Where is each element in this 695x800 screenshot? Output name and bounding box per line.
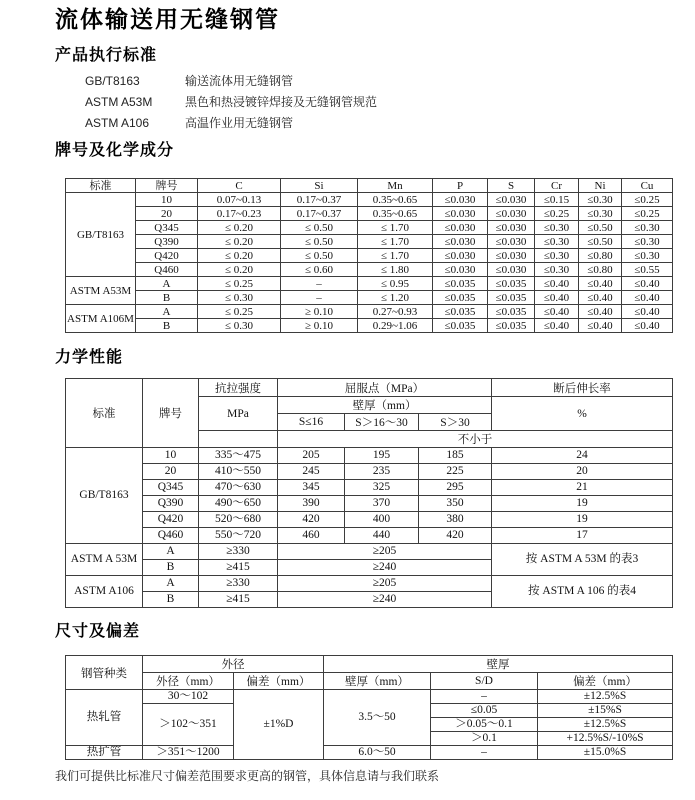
value-cell: ≤0.50 [579,221,622,235]
standard-item [85,92,377,113]
grade-cell: 20 [136,207,198,221]
column-header: 牌号 [136,179,198,193]
value-cell: ≤ 0.50 [281,221,358,235]
value-cell: ≤0.40 [535,291,579,305]
table-row [66,305,673,319]
value-cell: 295 [419,480,492,496]
value-cell: ≤0.50 [579,235,622,249]
column-header: 壁厚 [324,656,673,673]
value-cell: ≤0.80 [579,249,622,263]
value-cell: ≤0.035 [488,291,535,305]
value-cell: ≥240 [278,560,492,576]
standard-name-cell: GB/T8163 [66,448,143,544]
column-header: 标准 [66,379,143,448]
table-row [66,249,673,263]
table-row [66,277,673,291]
footer-note: 我们可提供比标准尺寸偏差范围要求更高的钢管，具体信息请与我们联系 [55,769,440,783]
table-header-row [66,379,673,397]
value-cell: ≤0.40 [622,319,673,333]
value-cell: ≤0.40 [579,277,622,291]
value-cell: ≤0.030 [433,235,488,249]
note-cell: 按 ASTM A 53M 的表3 [492,544,673,576]
value-cell: 24 [492,448,673,464]
pipe-kind-cell: 热扩管 [66,746,143,760]
value-cell: ≤0.80 [579,263,622,277]
value-cell: ≤ 0.25 [198,305,281,319]
value-cell: ≤0.030 [433,221,488,235]
value-cell: ≤0.030 [488,263,535,277]
value-cell: ≥330 [199,576,278,592]
value-cell: ≤0.030 [488,207,535,221]
value-cell: ≤0.035 [433,305,488,319]
grade-cell: B [136,291,198,305]
column-header: Cu [622,179,673,193]
grade-cell: Q420 [143,512,199,528]
column-header: % [492,397,673,431]
column-header: 标准 [66,179,136,193]
value-cell: ≥205 [278,544,492,560]
value-cell: ≤0.25 [622,193,673,207]
value-cell: ≤0.55 [622,263,673,277]
value-cell: 17 [492,528,673,544]
value-cell: ≥415 [199,560,278,576]
value-cell: 235 [345,464,419,480]
note-cell: 按 ASTM A 106 的表4 [492,576,673,608]
value-cell: ≤0.40 [622,277,673,291]
table-row [66,690,673,704]
value-cell: ≤ 1.80 [358,263,433,277]
value-cell: ≤0.25 [535,207,579,221]
value-cell: ＞102～351 [143,704,234,746]
table-row [66,207,673,221]
value-cell: ±1%D [234,690,324,760]
grade-cell: Q345 [136,221,198,235]
section-heading-dimensions: 尺寸及偏差 [55,623,141,640]
value-cell: 6.0～50 [324,746,431,760]
pipe-kind-cell: 热轧管 [66,690,143,746]
column-header: Mn [358,179,433,193]
value-cell: – [281,277,358,291]
standard-name-cell: ASTM A106 [66,576,143,608]
value-cell: ≤0.035 [433,319,488,333]
value-cell: ≤0.30 [535,249,579,263]
mechanical-properties-table [65,378,673,608]
grade-cell: Q345 [143,480,199,496]
table-row [66,544,673,560]
value-cell: ≤0.40 [622,305,673,319]
value-cell: ≤ 0.30 [198,319,281,333]
column-header: Si [281,179,358,193]
value-cell: ≤ 0.60 [281,263,358,277]
value-cell: ≤0.25 [622,207,673,221]
value-cell: ≤0.30 [535,235,579,249]
value-cell: 380 [419,512,492,528]
column-header: P [433,179,488,193]
table-header-row [66,656,673,673]
table-row [66,193,673,207]
value-cell: ≤0.30 [579,207,622,221]
dimensions-tolerances-table [65,655,673,760]
value-cell: ≤0.30 [535,263,579,277]
value-cell: 0.07~0.13 [198,193,281,207]
value-cell: 335～475 [199,448,278,464]
grade-cell: 10 [136,193,198,207]
table-row [66,746,673,760]
value-cell: ＞0.05～0.1 [431,718,538,732]
value-cell: ≤0.30 [622,249,673,263]
column-header: S [488,179,535,193]
value-cell: ≤0.035 [488,277,535,291]
value-cell: ≤0.030 [433,193,488,207]
value-cell: 30～102 [143,690,234,704]
value-cell: 550～720 [199,528,278,544]
value-cell: ≤ 1.70 [358,221,433,235]
value-cell: ≤ 0.50 [281,235,358,249]
value-cell: ≤ 0.20 [198,221,281,235]
grade-cell: B [143,592,199,608]
value-cell: ≤ 0.50 [281,249,358,263]
value-cell: 520～680 [199,512,278,528]
table-row [66,319,673,333]
grade-cell: Q390 [136,235,198,249]
value-cell: ±12.5%S [538,718,673,732]
value-cell: ≤ 0.25 [198,277,281,291]
value-cell: ＞0.1 [431,732,538,746]
value-cell: 0.29~1.06 [358,319,433,333]
column-header: S＞30 [419,414,492,431]
page-title: 流体输送用无缝钢管 [55,7,280,32]
table-row [66,464,673,480]
standard-description: 输送流体用无缝钢管 [185,74,294,88]
value-cell: ≤0.30 [579,193,622,207]
value-cell: 245 [278,464,345,480]
value-cell: ≤0.030 [488,249,535,263]
value-cell: 195 [345,448,419,464]
value-cell: ≤0.030 [433,249,488,263]
value-cell: ≥415 [199,592,278,608]
column-header: S/D [431,673,538,690]
column-header: 壁厚（mm） [278,397,492,414]
column-header: Ni [579,179,622,193]
standard-item [85,71,377,92]
column-header: 外径（mm） [143,673,234,690]
value-cell: 20 [492,464,673,480]
value-cell: 0.35~0.65 [358,193,433,207]
column-header: C [198,179,281,193]
value-cell: ≤ 1.70 [358,249,433,263]
value-cell: ≤ 0.95 [358,277,433,291]
column-header: 偏差（mm） [234,673,324,690]
value-cell: ≤0.035 [488,319,535,333]
grade-cell: Q420 [136,249,198,263]
grade-cell: 20 [143,464,199,480]
value-cell: – [281,291,358,305]
value-cell: – [431,746,538,760]
value-cell: 470～630 [199,480,278,496]
grade-cell: B [143,560,199,576]
standard-item [85,113,377,134]
column-header: 外径 [143,656,324,673]
value-cell: 0.17~0.37 [281,193,358,207]
column-header: S≤16 [278,414,345,431]
value-cell: 390 [278,496,345,512]
value-cell: ≤0.30 [622,235,673,249]
table-row [66,576,673,592]
table-header-row [66,179,673,193]
value-cell: 19 [492,496,673,512]
value-cell: 185 [419,448,492,464]
table-row [66,263,673,277]
standard-code: ASTM A53M [85,95,153,109]
value-cell: ≤0.05 [431,704,538,718]
value-cell: 410～550 [199,464,278,480]
column-header: Cr [535,179,579,193]
value-cell: ≤ 0.30 [198,291,281,305]
section-heading-chemistry: 牌号及化学成分 [55,142,175,159]
not-less-than-cell: 不小于 [278,431,673,448]
value-cell: 370 [345,496,419,512]
value-cell: 19 [492,512,673,528]
standard-name-cell: ASTM A106M [66,305,136,333]
value-cell: ≤0.035 [433,291,488,305]
grade-cell: A [136,277,198,291]
value-cell: 440 [345,528,419,544]
value-cell: ±15%S [538,704,673,718]
value-cell: ≤0.40 [535,319,579,333]
column-header: 牌号 [143,379,199,448]
grade-cell: A [143,576,199,592]
value-cell: 0.27~0.93 [358,305,433,319]
standard-code: ASTM A106 [85,116,150,130]
empty-cell [199,431,278,448]
value-cell: 325 [345,480,419,496]
column-header: 抗拉强度 [199,379,278,397]
value-cell: 0.35~0.65 [358,207,433,221]
value-cell: ≥205 [278,576,492,592]
grade-cell: B [136,319,198,333]
standard-code: GB/T8163 [85,74,140,88]
column-header: 壁厚（mm） [324,673,431,690]
table-row [66,235,673,249]
column-header: S＞16～30 [345,414,419,431]
value-cell: ≤0.40 [535,277,579,291]
value-cell: +12.5%S/-10%S [538,732,673,746]
standards-list [85,71,377,134]
table-row [66,221,673,235]
value-cell: ≤ 1.70 [358,235,433,249]
table-row [66,291,673,305]
column-header: 偏差（mm） [538,673,673,690]
value-cell: 3.5～50 [324,690,431,746]
grade-cell: A [143,544,199,560]
value-cell: ≤0.30 [535,221,579,235]
value-cell: 420 [419,528,492,544]
value-cell: ≤0.035 [488,305,535,319]
value-cell: 420 [278,512,345,528]
section-heading-mechanical: 力学性能 [55,349,124,366]
standard-name-cell: ASTM A53M [66,277,136,305]
value-cell: ≥330 [199,544,278,560]
grade-cell: 10 [143,448,199,464]
value-cell: ±12.5%S [538,690,673,704]
value-cell: ≤0.030 [488,221,535,235]
value-cell: ≤ 0.20 [198,235,281,249]
section-heading-standards: 产品执行标准 [55,47,158,64]
value-cell: ≤0.40 [622,291,673,305]
value-cell: ≤0.030 [433,207,488,221]
standard-name-cell: GB/T8163 [66,193,136,277]
grade-cell: A [136,305,198,319]
value-cell: ≤ 0.20 [198,249,281,263]
standard-description: 高温作业用无缝钢管 [185,116,294,130]
value-cell: 0.17~0.23 [198,207,281,221]
table-row [66,480,673,496]
value-cell: ≤0.035 [433,277,488,291]
value-cell: 225 [419,464,492,480]
value-cell: ≤0.40 [579,319,622,333]
table-row [66,528,673,544]
value-cell: ≤0.40 [535,305,579,319]
value-cell: 490～650 [199,496,278,512]
column-header: 钢管种类 [66,656,143,690]
value-cell: 205 [278,448,345,464]
table-row [66,448,673,464]
value-cell: ≤0.40 [579,291,622,305]
value-cell: ≤0.030 [488,235,535,249]
value-cell: 400 [345,512,419,528]
value-cell: 345 [278,480,345,496]
value-cell: ≤0.030 [433,263,488,277]
value-cell: ≥ 0.10 [281,319,358,333]
value-cell: – [431,690,538,704]
value-cell: ≤ 0.20 [198,263,281,277]
table-row [66,496,673,512]
standard-name-cell: ASTM A 53M [66,544,143,576]
value-cell: ＞351～1200 [143,746,234,760]
value-cell: 350 [419,496,492,512]
value-cell: 0.17~0.37 [281,207,358,221]
table-row [66,512,673,528]
value-cell: ±15.0%S [538,746,673,760]
value-cell: 21 [492,480,673,496]
value-cell: ≤ 1.20 [358,291,433,305]
column-header: 屈服点（MPa） [278,379,492,397]
value-cell: ≤0.030 [488,193,535,207]
value-cell: ≤0.30 [622,221,673,235]
grade-cell: Q460 [143,528,199,544]
grade-cell: Q460 [136,263,198,277]
value-cell: ≥ 0.10 [281,305,358,319]
value-cell: ≥240 [278,592,492,608]
column-header: MPa [199,397,278,431]
standard-description: 黑色和热浸镀锌焊接及无缝钢管规范 [185,95,378,109]
value-cell: 460 [278,528,345,544]
column-header: 断后伸长率 [492,379,673,397]
value-cell: ≤0.15 [535,193,579,207]
table-header-row [66,673,673,690]
value-cell: ≤0.40 [579,305,622,319]
chemical-composition-table [65,178,673,333]
grade-cell: Q390 [143,496,199,512]
